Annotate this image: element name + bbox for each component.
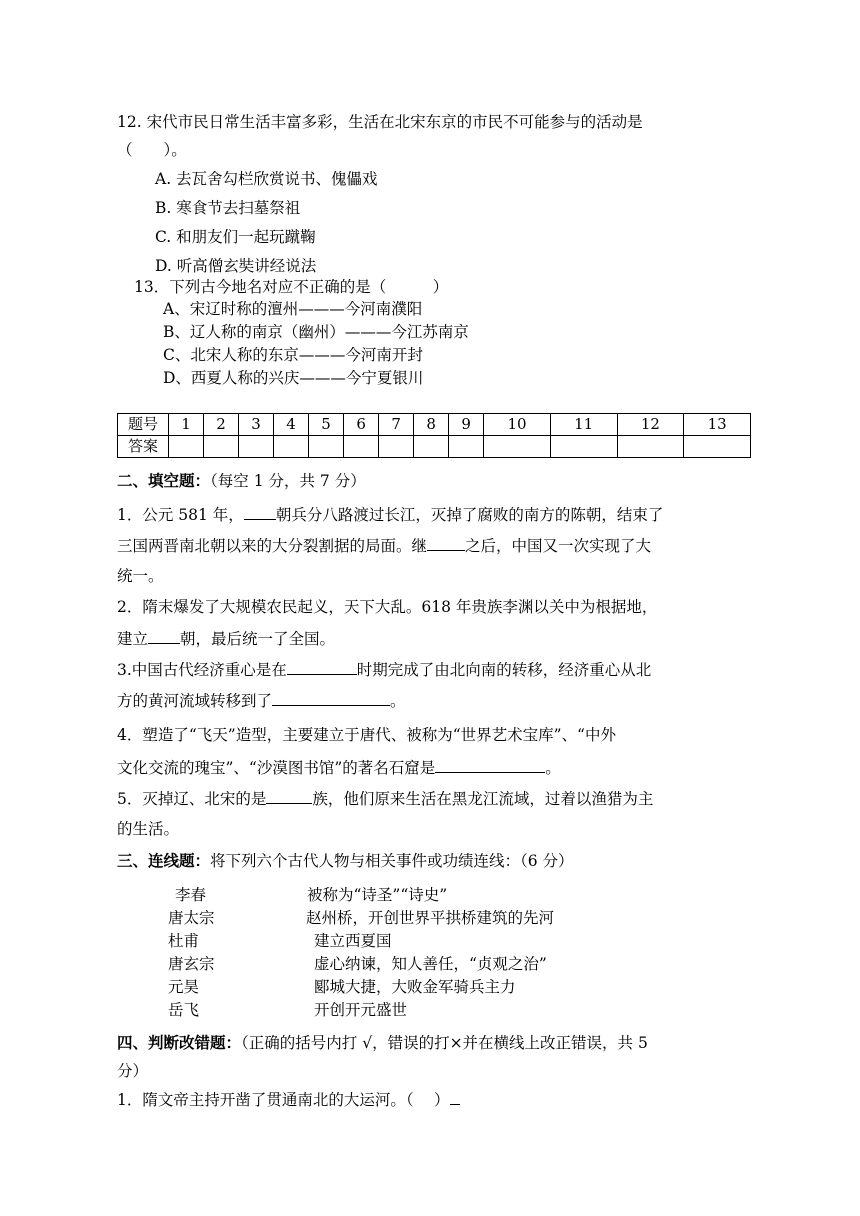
- matching-person[interactable]: 岳飞: [168, 1001, 200, 1019]
- s2-q1-blank2[interactable]: [427, 534, 465, 551]
- s2-q2-line1: 2．隋末爆发了大规模农民起义，天下大乱。618 年贵族李渊以关中为根据地，: [117, 598, 658, 616]
- s2-q3-line2: [117, 689, 406, 712]
- matching-event[interactable]: 虚心纳谏，知人善任，“贞观之治”: [314, 955, 547, 973]
- s2-q3-text-d: 。: [390, 692, 406, 710]
- matching-person[interactable]: 杜甫: [168, 932, 200, 950]
- q13-stem: 13．下列古今地名对应不正确的是（ ）: [134, 278, 449, 296]
- s2-q1-blank1[interactable]: [244, 503, 276, 520]
- q12-option-b: B. 寒食节去扫墓祭祖: [155, 199, 301, 217]
- matching-person[interactable]: 元昊: [168, 978, 200, 996]
- s2-q5-line1: [117, 787, 653, 810]
- answer-table-number: 12: [617, 414, 684, 436]
- matching-event[interactable]: 郾城大捷，大败金军骑兵主力: [314, 978, 516, 996]
- answer-cell[interactable]: [344, 436, 379, 458]
- answer-cell[interactable]: [684, 436, 751, 458]
- s2-q3-blank2[interactable]: [272, 689, 390, 706]
- section4-heading: [117, 1032, 648, 1054]
- s2-q2-text-b: 朝，最后统一了全国。: [180, 630, 336, 648]
- answer-table-number: 5: [309, 414, 344, 436]
- answer-table-answer-row: [118, 436, 751, 458]
- s2-q2-text-a: 建立: [117, 630, 149, 648]
- s4-q1-text: 1．隋文帝主持开凿了贯通南北的大运河。（ ）: [117, 1091, 450, 1109]
- answer-cell[interactable]: [617, 436, 684, 458]
- answer-cell[interactable]: [414, 436, 449, 458]
- s2-q4-line1: 4．塑造了“飞天”造型，主要建立于唐代、被称为“世界艺术宝库”、“中外: [117, 726, 616, 744]
- s2-q4-line2: [117, 756, 561, 779]
- answer-table-number: 8: [414, 414, 449, 436]
- section4-note-line2: 分）: [117, 1062, 149, 1080]
- answer-table-number: 13: [684, 414, 751, 436]
- s4-q1-correction-blank[interactable]: [450, 1088, 460, 1105]
- q12-stem-line1: 12. 宋代市民日常生活丰富多彩，生活在北宋东京的市民不可能参与的活动是: [117, 113, 643, 131]
- q13-option-a: A、宋辽时称的澶州———今河南濮阳: [163, 300, 423, 318]
- s2-q1-line1: [117, 503, 663, 526]
- answer-cell[interactable]: [550, 436, 617, 458]
- answer-table-row2-label: 答案: [118, 436, 169, 458]
- s2-q1-line2: [117, 534, 651, 557]
- s2-q5-text-b: 族，他们原来生活在黑龙江流域，过着以渔猎为主: [312, 790, 654, 808]
- s2-q1-text-c: 三国两晋南北朝以来的大分裂割据的局面。继: [117, 537, 428, 555]
- section3-note: 将下列六个古代人物与相关事件或功绩连线：（6 分）: [210, 852, 574, 870]
- s2-q3-line1: [117, 658, 651, 681]
- matching-person[interactable]: 唐太宗: [168, 909, 215, 927]
- s2-q4-text-b: 。: [545, 759, 561, 777]
- s2-q3-text-c: 方的黄河流域转移到了: [117, 692, 273, 710]
- answer-table-row1-label: 题号: [118, 414, 169, 436]
- answer-cell[interactable]: [379, 436, 414, 458]
- q12-stem-line2: （ ）。: [117, 141, 187, 159]
- matching-person[interactable]: 李春: [175, 886, 207, 904]
- s2-q5-line2: 的生活。: [117, 820, 180, 838]
- answer-cell[interactable]: [204, 436, 239, 458]
- s2-q4-blank[interactable]: [435, 756, 545, 773]
- s2-q1-text-b: 朝兵分八路渡过长江，灭掉了腐败的南方的陈朝，结束了: [275, 506, 664, 524]
- answer-cell[interactable]: [239, 436, 274, 458]
- s2-q3-text-a: 3.中国古代经济重心是在: [117, 661, 287, 679]
- answer-table-number: 4: [274, 414, 309, 436]
- matching-event[interactable]: 建立西夏国: [314, 932, 392, 950]
- s2-q5-text-a: 5．灭掉辽、北宋的是: [117, 790, 267, 808]
- q13-option-d: D、西夏人称的兴庆———今宁夏银川: [163, 369, 424, 387]
- s2-q5-blank[interactable]: [266, 787, 312, 804]
- s2-q3-text-b: 时期完成了由北向南的转移，经济重心从北: [356, 661, 652, 679]
- answer-table-number: 6: [344, 414, 379, 436]
- s4-q1-line: [117, 1088, 460, 1111]
- section2-heading: [117, 470, 366, 492]
- s2-q1-text-a: 1．公元 581 年，: [117, 506, 244, 524]
- answer-cell[interactable]: [449, 436, 484, 458]
- answer-table-number: 10: [484, 414, 551, 436]
- s2-q2-blank[interactable]: [148, 627, 180, 644]
- answer-table-number-row: [118, 414, 751, 436]
- answer-table-number: 9: [449, 414, 484, 436]
- answer-table: [117, 413, 751, 458]
- answer-cell[interactable]: [274, 436, 309, 458]
- matching-event[interactable]: 开创开元盛世: [314, 1001, 408, 1019]
- section2-note: （每空 1 分，共 7 分）: [210, 472, 366, 490]
- answer-table-number: 2: [204, 414, 239, 436]
- answer-cell[interactable]: [484, 436, 551, 458]
- answer-table-number: 11: [550, 414, 617, 436]
- s2-q1-line3: 统一。: [117, 567, 164, 585]
- answer-table-number: 1: [169, 414, 204, 436]
- matching-event[interactable]: 赵州桥，开创世界平拱桥建筑的先河: [306, 909, 555, 927]
- answer-table-number: 3: [239, 414, 274, 436]
- q13-option-b: B、辽人称的南京（幽州）———今江苏南京: [163, 323, 469, 341]
- s2-q4-text-a: 文化交流的瑰宝”、“沙漠图书馆”的著名石窟是: [117, 759, 436, 777]
- answer-table-number: 7: [379, 414, 414, 436]
- section4-note-line1: （正确的括号内打 √，错误的打×并在横线上改正错误，共 5: [241, 1034, 648, 1052]
- s2-q3-blank1[interactable]: [287, 658, 357, 675]
- section3-title: 三、连线题：: [117, 851, 211, 870]
- section2-title: 二、填空题：: [117, 471, 211, 490]
- section4-title: 四、判断改错题：: [117, 1033, 242, 1052]
- section3-heading: [117, 850, 574, 872]
- answer-cell[interactable]: [309, 436, 344, 458]
- matching-event[interactable]: 被称为“诗圣”“诗史”: [307, 886, 448, 904]
- q12-option-a: A. 去瓦舍勾栏欣赏说书、傀儡戏: [155, 170, 378, 188]
- s2-q2-line2: [117, 627, 335, 650]
- answer-cell[interactable]: [169, 436, 204, 458]
- q12-option-c: C. 和朋友们一起玩蹴鞠: [155, 228, 316, 246]
- q13-option-c: C、北宋人称的东京———今河南开封: [163, 346, 423, 364]
- s2-q1-text-d: 之后，中国又一次实现了大: [465, 537, 652, 555]
- q12-option-d: D. 听高僧玄奘讲经说法: [155, 257, 317, 275]
- matching-person[interactable]: 唐玄宗: [168, 955, 215, 973]
